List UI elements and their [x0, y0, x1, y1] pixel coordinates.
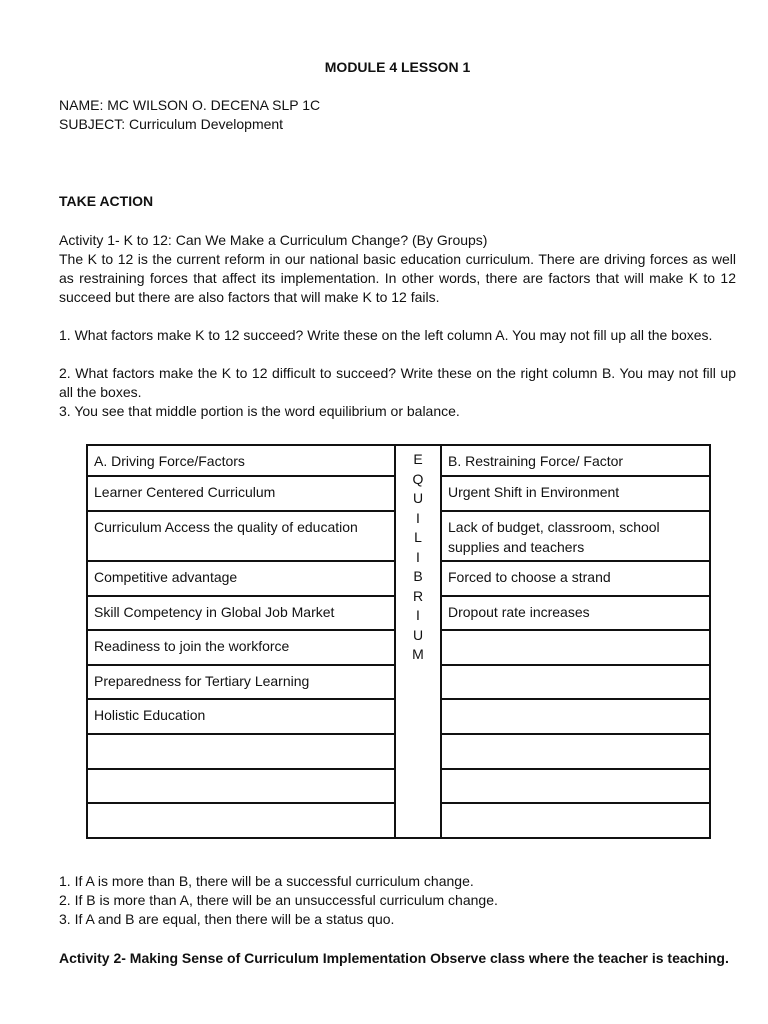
- question-3: 3. You see that middle portion is the word equilibrium or balance.: [59, 403, 460, 419]
- equilibrium-letter: E: [413, 451, 423, 467]
- outcome-rules: [59, 872, 498, 929]
- restraining-factor-cell: Forced to choose a strand: [441, 561, 710, 596]
- driving-factor-cell: [87, 803, 395, 838]
- page-title: MODULE 4 LESSON 1: [324, 59, 471, 75]
- subject-line: SUBJECT: Curriculum Development: [59, 116, 284, 132]
- driving-factor-cell: Skill Competency in Global Job Market: [87, 596, 395, 630]
- header-restraining-forces: B. Restraining Force/ Factor: [441, 445, 710, 476]
- equilibrium-letter: L: [414, 529, 422, 545]
- activity1-block: [59, 231, 736, 421]
- activity2-heading: Activity 2- Making Sense of Curriculum Implementation Observe class where the teacher is teaching.: [59, 950, 729, 966]
- restraining-factor-cell: [441, 665, 710, 699]
- driving-factor-cell: Curriculum Access the quality of education: [87, 511, 395, 561]
- table-header-row: [87, 445, 710, 476]
- driving-factor-cell: Preparedness for Tertiary Learning: [87, 665, 395, 699]
- driving-factor-cell: Holistic Education: [87, 699, 395, 734]
- restraining-factor-cell: Lack of budget, classroom, school supplies and teachers: [441, 511, 710, 561]
- activity1-intro: The K to 12 is the current reform in our national basic education curriculum. There are driving forces as well as restraining forces that affect its implementation. In other words, there are factors that will make K to 12 succeed but there are also factors that will make K to 12 fails.: [59, 251, 736, 305]
- force-field-table: [86, 444, 711, 839]
- rule-3: 3. If A and B are equal, then there will be a status quo.: [59, 911, 395, 927]
- activity1-title: Activity 1- K to 12: Can We Make a Curriculum Change? (By Groups): [59, 232, 488, 248]
- equilibrium-letter: R: [412, 587, 424, 604]
- equilibrium-word: [396, 450, 440, 665]
- student-name: NAME: MC WILSON O. DECENA SLP 1C: [59, 97, 321, 113]
- restraining-factor-cell: [441, 630, 710, 665]
- equilibrium-letter: U: [412, 626, 424, 643]
- equilibrium-letter: M: [412, 646, 424, 662]
- restraining-factor-cell: [441, 803, 710, 838]
- equilibrium-letter: I: [416, 607, 420, 623]
- equilibrium-letter: U: [412, 490, 424, 506]
- driving-factor-cell: [87, 769, 395, 803]
- driving-factor-cell: Readiness to join the workforce: [87, 630, 395, 665]
- equilibrium-letter: I: [416, 548, 420, 565]
- question-2: 2. What factors make the K to 12 difficult to succeed? Write these on the right column B. You may not fill up all the boxes.: [59, 365, 736, 400]
- rule-2: 2. If B is more than A, there will be an unsuccessful curriculum change.: [59, 892, 498, 908]
- student-info: [59, 96, 320, 134]
- rule-1: 1. If A is more than B, there will be a successful curriculum change.: [59, 873, 474, 889]
- equilibrium-letter: Q: [412, 470, 424, 487]
- restraining-factor-cell: [441, 769, 710, 803]
- restraining-factor-cell: [441, 734, 710, 769]
- driving-factor-cell: Competitive advantage: [87, 561, 395, 596]
- driving-factor-cell: Learner Centered Curriculum: [87, 476, 395, 511]
- equilibrium-letter: I: [416, 509, 420, 526]
- restraining-factor-cell: Urgent Shift in Environment: [441, 476, 710, 511]
- section-heading: TAKE ACTION: [59, 193, 154, 209]
- equilibrium-column: [395, 445, 441, 838]
- driving-factor-cell: [87, 734, 395, 769]
- restraining-factor-cell: Dropout rate increases: [441, 596, 710, 630]
- header-driving-forces: A. Driving Force/Factors: [87, 445, 395, 476]
- question-1: 1. What factors make K to 12 succeed? Write these on the left column A. You may not fill up all the boxes.: [59, 327, 713, 343]
- equilibrium-letter: B: [413, 568, 423, 584]
- restraining-factor-cell: [441, 699, 710, 734]
